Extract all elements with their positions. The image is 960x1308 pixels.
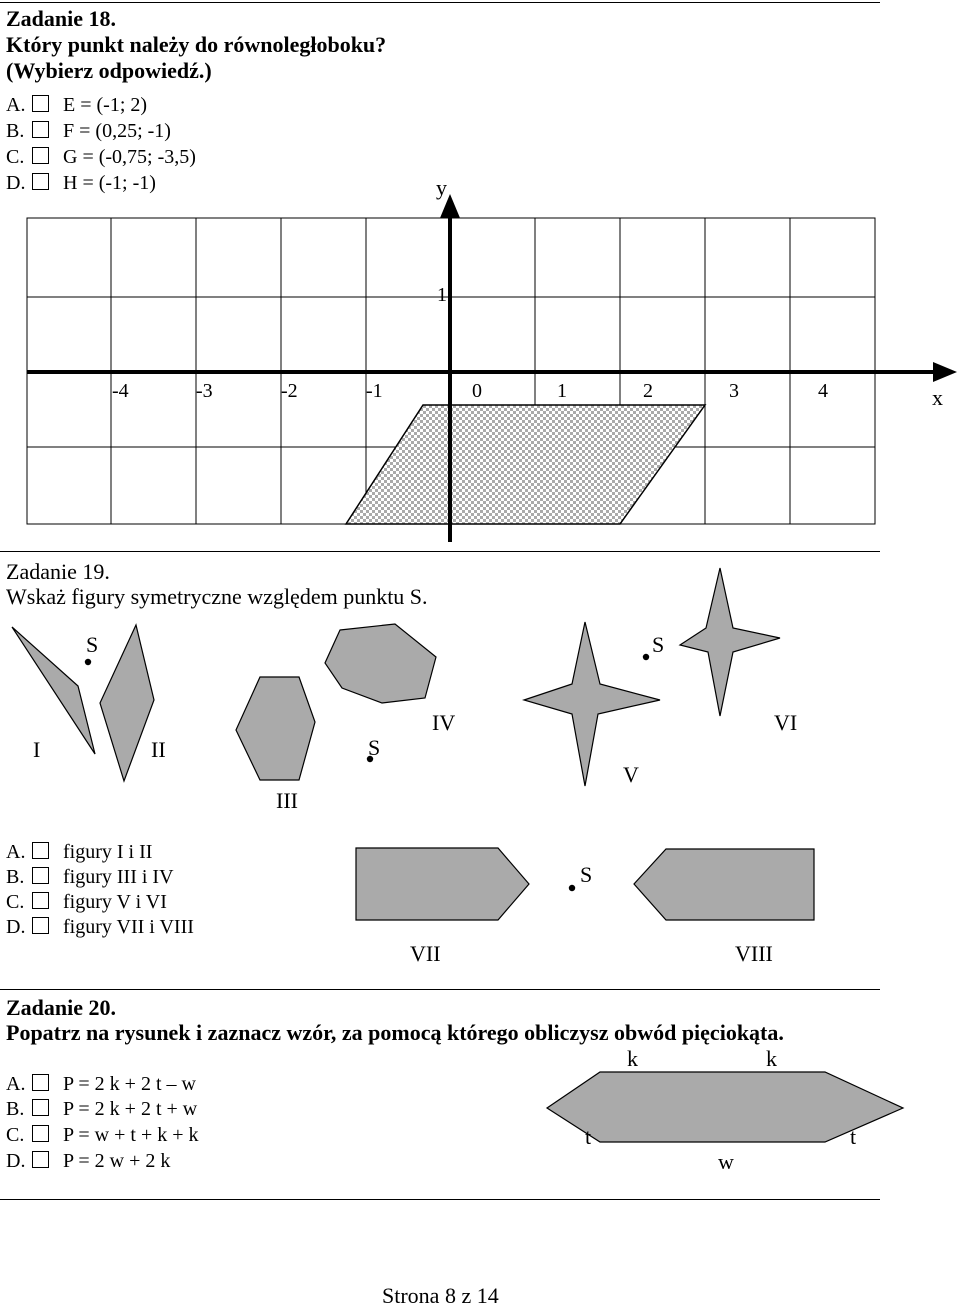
task20-question: Popatrz na rysunek i zaznacz wzór, za pomocą którego obliczysz obwód pięciokąta. <box>6 1020 784 1045</box>
figure-I <box>12 627 95 754</box>
checkbox[interactable] <box>32 1099 49 1116</box>
checkbox[interactable] <box>32 1074 49 1091</box>
point-s-label: S <box>86 632 99 657</box>
task19-option-c[interactable]: C. figury V i VI <box>6 891 167 913</box>
x-tick: -2 <box>281 380 298 402</box>
checkbox[interactable] <box>32 1125 49 1142</box>
figure-V <box>524 622 660 786</box>
x-tick: 0 <box>472 380 482 402</box>
task19-option-b[interactable]: B. figury III i IV <box>6 866 174 888</box>
task20-option-a[interactable]: A. P = 2 k + 2 t – w <box>6 1073 196 1095</box>
task19-question: Wskaż figury symetryczne względem punktu S. <box>6 584 428 609</box>
point-s-label: S <box>580 862 593 887</box>
task19-option-a[interactable]: A. figury I i II <box>6 841 153 863</box>
point-s-label: S <box>652 632 665 657</box>
side-label-w: w <box>718 1149 734 1174</box>
side-label-t: t <box>585 1124 592 1149</box>
rule-task19 <box>0 551 880 552</box>
figure-label-V: V <box>623 762 639 787</box>
side-label-k: k <box>766 1046 777 1071</box>
x-tick: -3 <box>196 380 213 402</box>
figure-VIII <box>634 849 814 920</box>
figure-label-VIII: VIII <box>735 941 773 966</box>
figure-VI <box>680 568 780 716</box>
task18-title: Zadanie 18. <box>6 6 117 31</box>
side-label-t: t <box>850 1124 857 1149</box>
task18-option-c[interactable]: C. G = (-0,75; -3,5) <box>6 146 196 168</box>
x-tick: 3 <box>729 380 739 402</box>
checkbox[interactable] <box>32 842 49 859</box>
task20-option-d[interactable]: D. P = 2 w + 2 k <box>6 1150 171 1172</box>
task20-option-b[interactable]: B. P = 2 k + 2 t + w <box>6 1098 198 1120</box>
page-footer: Strona 8 z 14 <box>382 1283 499 1308</box>
figure-label-VII: VII <box>410 941 441 966</box>
figure-VII <box>356 848 529 920</box>
x-arrow <box>933 362 957 382</box>
task19-option-d[interactable]: D. figury VII i VIII <box>6 916 194 938</box>
task18-option-d[interactable]: D. H = (-1; -1) <box>6 172 156 194</box>
rule-task20 <box>0 989 880 990</box>
figure-label-I: I <box>33 737 41 762</box>
figure-II <box>100 625 154 781</box>
figure-III <box>236 677 315 780</box>
checkbox[interactable] <box>32 917 49 934</box>
task19-title: Zadanie 19. <box>6 559 110 584</box>
task18-option-b[interactable]: B. F = (0,25; -1) <box>6 120 171 142</box>
task20-option-c[interactable]: C. P = w + t + k + k <box>6 1124 199 1146</box>
y-axis-label: y <box>436 175 447 200</box>
checkbox[interactable] <box>32 892 49 909</box>
x-tick: 4 <box>818 380 828 402</box>
parallelogram <box>346 405 705 524</box>
figure-IV <box>325 624 436 703</box>
x-tick: -4 <box>112 380 129 402</box>
figure-label-VI: VI <box>774 710 798 735</box>
task18-question: Który punkt należy do równoległoboku? <box>6 32 387 57</box>
task20-title: Zadanie 20. <box>6 995 117 1020</box>
x-axis-label: x <box>932 385 943 410</box>
x-tick: -1 <box>366 380 383 402</box>
task18-instruction: (Wybierz odpowiedź.) <box>6 58 212 83</box>
point-s-label: S <box>368 735 381 760</box>
x-tick: 1 <box>557 380 567 402</box>
figure-label-III: III <box>276 788 298 813</box>
x-tick: 2 <box>643 380 653 402</box>
checkbox[interactable] <box>32 867 49 884</box>
y-tick-1: 1 <box>437 284 447 306</box>
figure-label-IV: IV <box>432 710 456 735</box>
side-label-k: k <box>627 1046 638 1071</box>
figure-label-II: II <box>151 737 166 762</box>
task18-option-a[interactable]: A. E = (-1; 2) <box>6 94 148 116</box>
checkbox[interactable] <box>32 1151 49 1168</box>
rule-bottom <box>0 1199 880 1200</box>
